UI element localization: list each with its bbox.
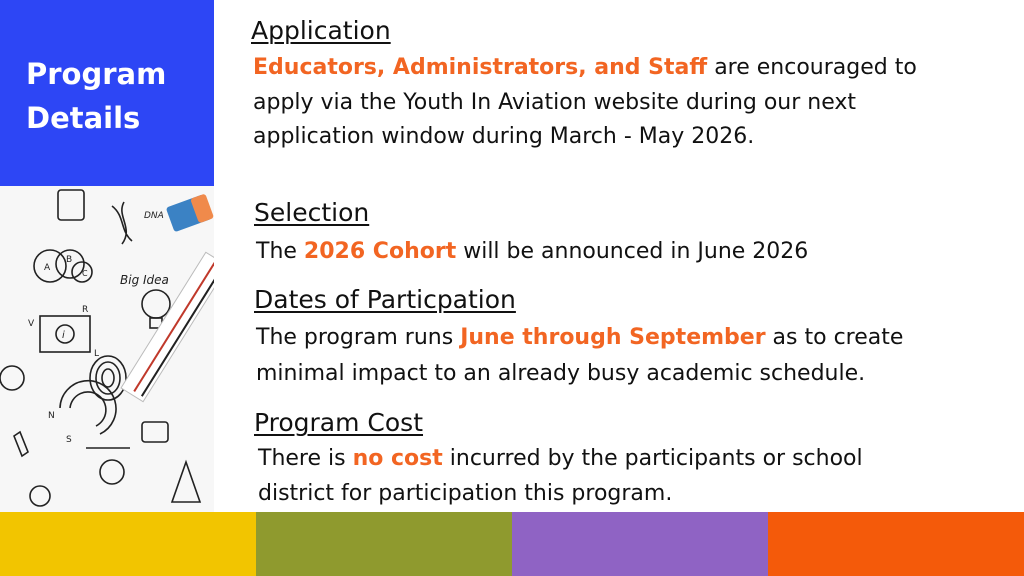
application-line-2: apply via the Youth In Aviation website during our next — [253, 90, 857, 115]
color-bar-yellow — [0, 512, 256, 576]
paperclip-icon — [14, 432, 28, 456]
calculator-icon — [58, 190, 84, 220]
circuit-label-r: R — [82, 305, 89, 315]
dates-highlight: June through September — [460, 325, 766, 350]
color-bar-orange — [768, 512, 1024, 576]
eraser-icon — [166, 193, 214, 232]
circuit-source-icon — [56, 325, 74, 343]
dates-post: as to create — [765, 325, 904, 350]
venn-label-a: A — [44, 263, 51, 273]
selection-line — [256, 235, 808, 269]
application-line-1-rest: are encouraged to — [707, 55, 917, 80]
color-bar-olive — [256, 512, 512, 576]
cost-line-2: district for participation this program. — [258, 481, 673, 506]
pulley-icon — [100, 460, 124, 484]
selection-heading: Selection — [254, 198, 370, 227]
dates-line-1 — [256, 321, 903, 355]
magnet-label-n: N — [48, 411, 55, 421]
dna-label: DNA — [144, 211, 164, 221]
application-line-3: application window during March - May 2026. — [253, 124, 755, 149]
selection-highlight: 2026 Cohort — [303, 239, 457, 264]
dates-line-2: minimal impact to an already busy academic schedule. — [256, 361, 866, 386]
circuit-label-v: V — [28, 319, 35, 329]
selection-post: will be announced in June 2026 — [456, 239, 809, 264]
dates-heading: Dates of Particpation — [254, 285, 516, 314]
circuit-icon — [40, 316, 90, 352]
cost-heading: Program Cost — [254, 408, 424, 437]
circuit-label-i: i — [62, 330, 65, 341]
play-icon — [142, 422, 168, 442]
application-highlight: Educators, Administrators, and Staff — [253, 55, 708, 80]
application-line-1 — [253, 51, 917, 85]
color-bar-purple — [512, 512, 768, 576]
circuit-label-l: L — [94, 349, 100, 359]
lightbulb-icon — [142, 290, 170, 318]
cost-highlight: no cost — [352, 446, 443, 471]
cost-pre: There is — [258, 446, 353, 471]
cost-line-1 — [258, 442, 863, 476]
application-heading: Application — [251, 16, 391, 45]
doodles-svg — [0, 186, 214, 512]
magnet-icon — [60, 381, 116, 434]
cone-icon — [172, 462, 200, 502]
title-line-2: Details — [26, 101, 141, 135]
selection-pre: The — [256, 239, 304, 264]
dna-icon — [112, 202, 132, 244]
science-doodles-illustration — [0, 186, 214, 512]
title-line-1: Program — [26, 57, 167, 91]
dates-pre: The program runs — [256, 325, 461, 350]
globe-icon — [0, 366, 24, 390]
cost-post: incurred by the participants or school — [442, 446, 863, 471]
big-idea-label: Big Idea — [120, 273, 169, 287]
magnet-label-s: S — [66, 435, 72, 445]
venn-label-b: B — [66, 255, 73, 265]
program-details-title-box — [0, 0, 214, 186]
venn-label-c: C — [82, 269, 88, 278]
atom-icon — [30, 486, 50, 506]
